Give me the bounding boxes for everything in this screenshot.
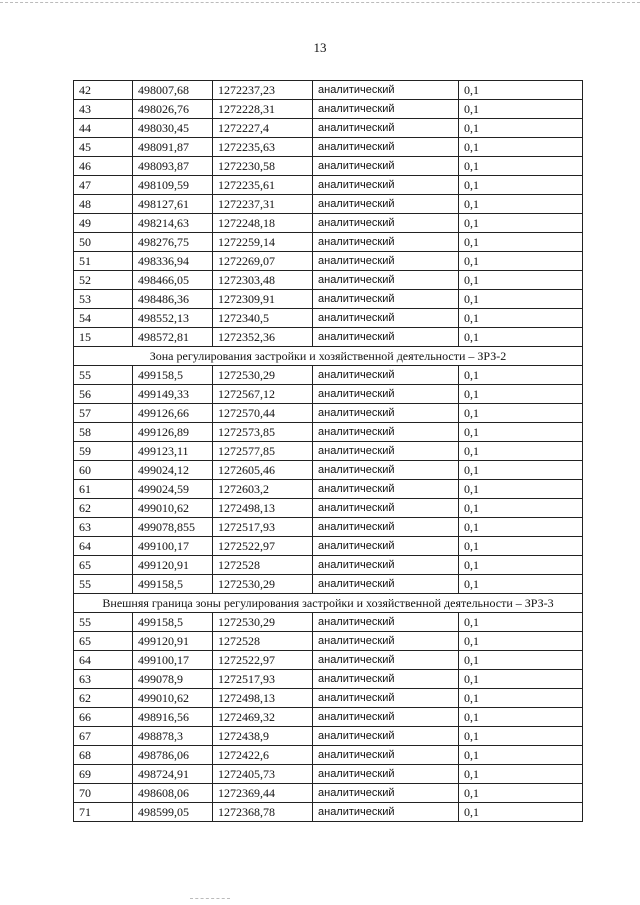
accuracy-cell: 0,1	[459, 366, 583, 385]
method-cell: аналитический	[313, 670, 459, 689]
point-number-cell: 64	[74, 537, 133, 556]
accuracy-cell: 0,1	[459, 613, 583, 632]
accuracy-cell: 0,1	[459, 214, 583, 233]
table-row	[74, 195, 583, 214]
y-coordinate-cell: 1272227,4	[213, 119, 313, 138]
point-number-cell: 68	[74, 746, 133, 765]
method-cell: аналитический	[313, 233, 459, 252]
point-number-cell: 69	[74, 765, 133, 784]
point-number-cell: 44	[74, 119, 133, 138]
x-coordinate-cell: 499024,59	[133, 480, 213, 499]
method-cell: аналитический	[313, 632, 459, 651]
y-coordinate-cell: 1272269,07	[213, 252, 313, 271]
accuracy-cell: 0,1	[459, 746, 583, 765]
x-coordinate-cell: 498030,45	[133, 119, 213, 138]
coordinates-table-body	[74, 81, 583, 822]
table-row	[74, 480, 583, 499]
y-coordinate-cell: 1272237,23	[213, 81, 313, 100]
x-coordinate-cell: 499126,66	[133, 404, 213, 423]
method-cell: аналитический	[313, 556, 459, 575]
accuracy-cell: 0,1	[459, 404, 583, 423]
x-coordinate-cell: 499100,17	[133, 537, 213, 556]
table-row	[74, 765, 583, 784]
point-number-cell: 63	[74, 670, 133, 689]
x-coordinate-cell: 498552,13	[133, 309, 213, 328]
method-cell: аналитический	[313, 385, 459, 404]
x-coordinate-cell: 499120,91	[133, 556, 213, 575]
point-number-cell: 52	[74, 271, 133, 290]
accuracy-cell: 0,1	[459, 518, 583, 537]
accuracy-cell: 0,1	[459, 328, 583, 347]
point-number-cell: 59	[74, 442, 133, 461]
x-coordinate-cell: 498724,91	[133, 765, 213, 784]
method-cell: аналитический	[313, 537, 459, 556]
method-cell: аналитический	[313, 423, 459, 442]
y-coordinate-cell: 1272237,31	[213, 195, 313, 214]
table-row	[74, 100, 583, 119]
x-coordinate-cell: 498786,06	[133, 746, 213, 765]
x-coordinate-cell: 499158,5	[133, 613, 213, 632]
table-row	[74, 803, 583, 822]
accuracy-cell: 0,1	[459, 556, 583, 575]
accuracy-cell: 0,1	[459, 176, 583, 195]
y-coordinate-cell: 1272530,29	[213, 366, 313, 385]
accuracy-cell: 0,1	[459, 385, 583, 404]
accuracy-cell: 0,1	[459, 233, 583, 252]
method-cell: аналитический	[313, 651, 459, 670]
point-number-cell: 62	[74, 499, 133, 518]
section-title: Зона регулирования застройки и хозяйственной деятельности – ЗРЗ-2	[74, 347, 583, 366]
point-number-cell: 67	[74, 727, 133, 746]
y-coordinate-cell: 1272528	[213, 556, 313, 575]
x-coordinate-cell: 498007,68	[133, 81, 213, 100]
point-number-cell: 61	[74, 480, 133, 499]
x-coordinate-cell: 499126,89	[133, 423, 213, 442]
accuracy-cell: 0,1	[459, 803, 583, 822]
x-coordinate-cell: 498608,06	[133, 784, 213, 803]
accuracy-cell: 0,1	[459, 442, 583, 461]
point-number-cell: 55	[74, 366, 133, 385]
method-cell: аналитический	[313, 100, 459, 119]
method-cell: аналитический	[313, 803, 459, 822]
table-row	[74, 176, 583, 195]
x-coordinate-cell: 499100,17	[133, 651, 213, 670]
y-coordinate-cell: 1272369,44	[213, 784, 313, 803]
table-row	[74, 233, 583, 252]
accuracy-cell: 0,1	[459, 252, 583, 271]
point-number-cell: 55	[74, 575, 133, 594]
table-row	[74, 442, 583, 461]
method-cell: аналитический	[313, 328, 459, 347]
table-row	[74, 271, 583, 290]
accuracy-cell: 0,1	[459, 727, 583, 746]
table-row	[74, 518, 583, 537]
x-coordinate-cell: 498091,87	[133, 138, 213, 157]
y-coordinate-cell: 1272567,12	[213, 385, 313, 404]
x-coordinate-cell: 499123,11	[133, 442, 213, 461]
point-number-cell: 55	[74, 613, 133, 632]
page-number: 13	[313, 40, 327, 55]
y-coordinate-cell: 1272530,29	[213, 613, 313, 632]
method-cell: аналитический	[313, 195, 459, 214]
y-coordinate-cell: 1272517,93	[213, 518, 313, 537]
y-coordinate-cell: 1272309,91	[213, 290, 313, 309]
accuracy-cell: 0,1	[459, 499, 583, 518]
accuracy-cell: 0,1	[459, 423, 583, 442]
y-coordinate-cell: 1272605,46	[213, 461, 313, 480]
table-row	[74, 537, 583, 556]
accuracy-cell: 0,1	[459, 708, 583, 727]
x-coordinate-cell: 498916,56	[133, 708, 213, 727]
section-header-row	[74, 347, 583, 366]
x-coordinate-cell: 499078,855	[133, 518, 213, 537]
accuracy-cell: 0,1	[459, 575, 583, 594]
x-coordinate-cell: 498214,63	[133, 214, 213, 233]
x-coordinate-cell: 499024,12	[133, 461, 213, 480]
point-number-cell: 51	[74, 252, 133, 271]
method-cell: аналитический	[313, 176, 459, 195]
coordinates-table	[73, 80, 583, 822]
y-coordinate-cell: 1272498,13	[213, 689, 313, 708]
y-coordinate-cell: 1272573,85	[213, 423, 313, 442]
x-coordinate-cell: 499149,33	[133, 385, 213, 404]
method-cell: аналитический	[313, 746, 459, 765]
y-coordinate-cell: 1272352,36	[213, 328, 313, 347]
y-coordinate-cell: 1272422,6	[213, 746, 313, 765]
method-cell: аналитический	[313, 252, 459, 271]
point-number-cell: 64	[74, 651, 133, 670]
point-number-cell: 43	[74, 100, 133, 119]
method-cell: аналитический	[313, 138, 459, 157]
x-coordinate-cell: 498336,94	[133, 252, 213, 271]
table-row	[74, 632, 583, 651]
point-number-cell: 49	[74, 214, 133, 233]
y-coordinate-cell: 1272230,58	[213, 157, 313, 176]
table-row	[74, 309, 583, 328]
x-coordinate-cell: 498109,59	[133, 176, 213, 195]
point-number-cell: 15	[74, 328, 133, 347]
point-number-cell: 42	[74, 81, 133, 100]
accuracy-cell: 0,1	[459, 480, 583, 499]
y-coordinate-cell: 1272438,9	[213, 727, 313, 746]
point-number-cell: 70	[74, 784, 133, 803]
y-coordinate-cell: 1272235,61	[213, 176, 313, 195]
point-number-cell: 45	[74, 138, 133, 157]
accuracy-cell: 0,1	[459, 632, 583, 651]
y-coordinate-cell: 1272577,85	[213, 442, 313, 461]
table-row	[74, 157, 583, 176]
method-cell: аналитический	[313, 480, 459, 499]
x-coordinate-cell: 498093,87	[133, 157, 213, 176]
table-row	[74, 499, 583, 518]
y-coordinate-cell: 1272528	[213, 632, 313, 651]
y-coordinate-cell: 1272522,97	[213, 651, 313, 670]
section-header-row	[74, 594, 583, 613]
y-coordinate-cell: 1272603,2	[213, 480, 313, 499]
accuracy-cell: 0,1	[459, 100, 583, 119]
point-number-cell: 57	[74, 404, 133, 423]
table-row	[74, 252, 583, 271]
y-coordinate-cell: 1272340,5	[213, 309, 313, 328]
table-row	[74, 385, 583, 404]
method-cell: аналитический	[313, 689, 459, 708]
x-coordinate-cell: 498572,81	[133, 328, 213, 347]
y-coordinate-cell: 1272303,48	[213, 271, 313, 290]
point-number-cell: 58	[74, 423, 133, 442]
x-coordinate-cell: 499158,5	[133, 366, 213, 385]
point-number-cell: 71	[74, 803, 133, 822]
x-coordinate-cell: 499120,91	[133, 632, 213, 651]
table-row	[74, 784, 583, 803]
table-row	[74, 214, 583, 233]
point-number-cell: 48	[74, 195, 133, 214]
x-coordinate-cell: 498878,3	[133, 727, 213, 746]
accuracy-cell: 0,1	[459, 670, 583, 689]
x-coordinate-cell: 498599,05	[133, 803, 213, 822]
table-row	[74, 461, 583, 480]
accuracy-cell: 0,1	[459, 119, 583, 138]
method-cell: аналитический	[313, 309, 459, 328]
method-cell: аналитический	[313, 613, 459, 632]
table-row	[74, 138, 583, 157]
method-cell: аналитический	[313, 157, 459, 176]
accuracy-cell: 0,1	[459, 651, 583, 670]
accuracy-cell: 0,1	[459, 290, 583, 309]
table-row	[74, 423, 583, 442]
x-coordinate-cell: 499010,62	[133, 499, 213, 518]
y-coordinate-cell: 1272469,32	[213, 708, 313, 727]
point-number-cell: 60	[74, 461, 133, 480]
x-coordinate-cell: 498127,61	[133, 195, 213, 214]
table-row	[74, 708, 583, 727]
point-number-cell: 56	[74, 385, 133, 404]
table-row	[74, 290, 583, 309]
x-coordinate-cell: 499158,5	[133, 575, 213, 594]
x-coordinate-cell: 498276,75	[133, 233, 213, 252]
scan-top-edge	[0, 2, 640, 3]
y-coordinate-cell: 1272248,18	[213, 214, 313, 233]
method-cell: аналитический	[313, 727, 459, 746]
method-cell: аналитический	[313, 271, 459, 290]
point-number-cell: 66	[74, 708, 133, 727]
accuracy-cell: 0,1	[459, 157, 583, 176]
method-cell: аналитический	[313, 518, 459, 537]
method-cell: аналитический	[313, 119, 459, 138]
accuracy-cell: 0,1	[459, 765, 583, 784]
table-row	[74, 366, 583, 385]
accuracy-cell: 0,1	[459, 195, 583, 214]
method-cell: аналитический	[313, 290, 459, 309]
table-row	[74, 556, 583, 575]
point-number-cell: 47	[74, 176, 133, 195]
y-coordinate-cell: 1272517,93	[213, 670, 313, 689]
method-cell: аналитический	[313, 366, 459, 385]
table-row	[74, 575, 583, 594]
method-cell: аналитический	[313, 765, 459, 784]
accuracy-cell: 0,1	[459, 689, 583, 708]
section-title: Внешняя граница зоны регулирования застройки и хозяйственной деятельности – ЗРЗ-3	[74, 594, 583, 613]
table-row	[74, 727, 583, 746]
point-number-cell: 65	[74, 632, 133, 651]
point-number-cell: 63	[74, 518, 133, 537]
accuracy-cell: 0,1	[459, 81, 583, 100]
y-coordinate-cell: 1272368,78	[213, 803, 313, 822]
method-cell: аналитический	[313, 784, 459, 803]
x-coordinate-cell: 498486,36	[133, 290, 213, 309]
x-coordinate-cell: 499010,62	[133, 689, 213, 708]
table-row	[74, 670, 583, 689]
table-row	[74, 81, 583, 100]
table-row	[74, 651, 583, 670]
y-coordinate-cell: 1272530,29	[213, 575, 313, 594]
point-number-cell: 62	[74, 689, 133, 708]
point-number-cell: 46	[74, 157, 133, 176]
point-number-cell: 54	[74, 309, 133, 328]
method-cell: аналитический	[313, 214, 459, 233]
table-row	[74, 613, 583, 632]
table-row	[74, 119, 583, 138]
method-cell: аналитический	[313, 404, 459, 423]
y-coordinate-cell: 1272570,44	[213, 404, 313, 423]
x-coordinate-cell: 498026,76	[133, 100, 213, 119]
point-number-cell: 50	[74, 233, 133, 252]
method-cell: аналитический	[313, 461, 459, 480]
table-row	[74, 689, 583, 708]
method-cell: аналитический	[313, 442, 459, 461]
method-cell: аналитический	[313, 81, 459, 100]
point-number-cell: 65	[74, 556, 133, 575]
y-coordinate-cell: 1272498,13	[213, 499, 313, 518]
accuracy-cell: 0,1	[459, 784, 583, 803]
method-cell: аналитический	[313, 575, 459, 594]
y-coordinate-cell: 1272235,63	[213, 138, 313, 157]
y-coordinate-cell: 1272259,14	[213, 233, 313, 252]
method-cell: аналитический	[313, 708, 459, 727]
y-coordinate-cell: 1272405,73	[213, 765, 313, 784]
accuracy-cell: 0,1	[459, 309, 583, 328]
accuracy-cell: 0,1	[459, 138, 583, 157]
method-cell: аналитический	[313, 499, 459, 518]
x-coordinate-cell: 499078,9	[133, 670, 213, 689]
x-coordinate-cell: 498466,05	[133, 271, 213, 290]
accuracy-cell: 0,1	[459, 461, 583, 480]
accuracy-cell: 0,1	[459, 271, 583, 290]
scan-bottom-edge	[190, 898, 230, 899]
table-row	[74, 746, 583, 765]
table-row	[74, 328, 583, 347]
table-row	[74, 404, 583, 423]
y-coordinate-cell: 1272228,31	[213, 100, 313, 119]
y-coordinate-cell: 1272522,97	[213, 537, 313, 556]
accuracy-cell: 0,1	[459, 537, 583, 556]
point-number-cell: 53	[74, 290, 133, 309]
